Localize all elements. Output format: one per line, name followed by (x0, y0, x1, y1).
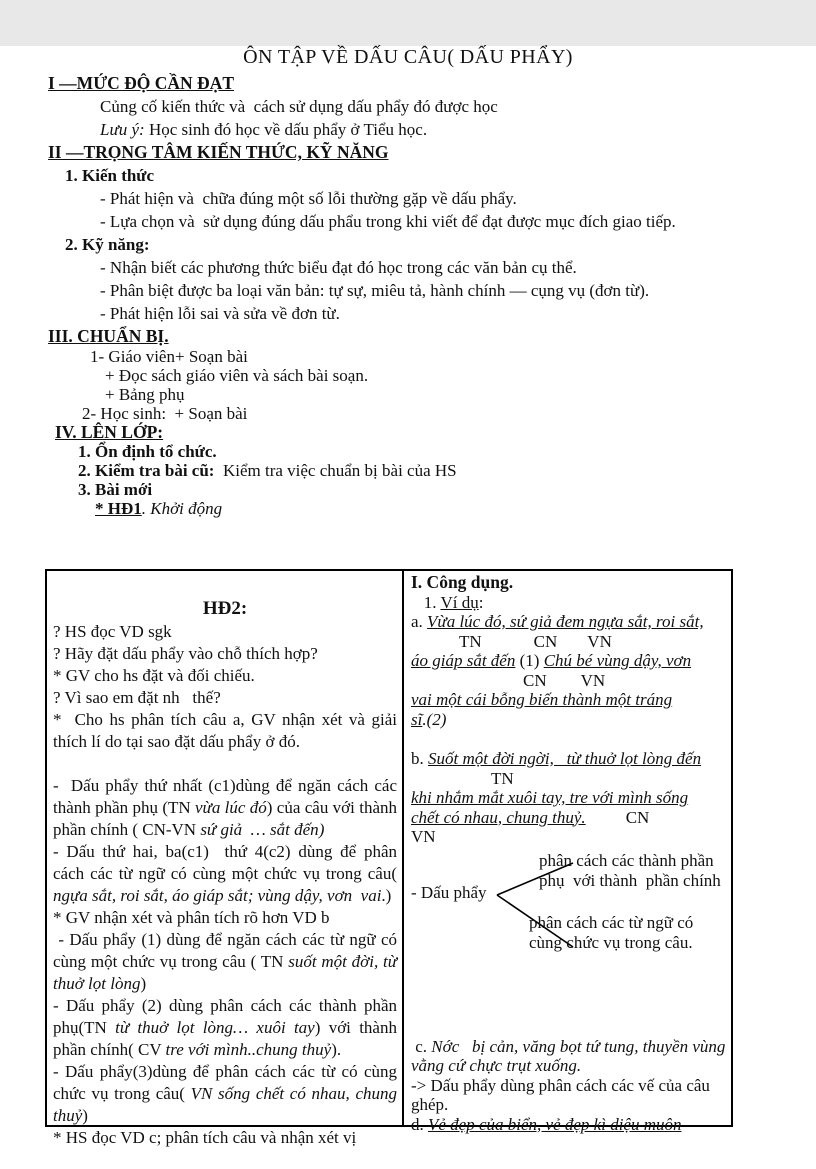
text-example: Nớc bị cản, văng bọt tứ tung, thuyền vùng vằng cứ chực trụt xuống. (411, 1036, 730, 1075)
example-a-line1 (411, 612, 727, 632)
list-item: 1- Giáo viên+ Soạn bài (90, 347, 248, 366)
text: phân cách các thành phần (539, 850, 714, 870)
text: - Dấu phẩy (2) dùng phân cách các thành phần phụ(TN (53, 996, 402, 1037)
analysis-paragraph: * HS đọc VD c; phân tích câu và nhận xét vị (53, 1128, 357, 1147)
list-item: - Phát hiện lỗi sai và sửa về đơn từ. (100, 304, 340, 323)
text: - Dấu phẩy thứ nhất (c1)dùng để ngăn cách các thành phần phụ (TN (53, 776, 402, 817)
grammar-tags-row (411, 769, 727, 789)
subheading-ky-nang: 2. Kỹ năng: (65, 235, 150, 254)
tag-cn: CN (533, 631, 558, 651)
text-italic: ngựa sắt, roi sắt, áo giáp sắt; vùng dậy, vơn vai (53, 886, 382, 905)
text-example: chết có nhau, chung thuỷ. (411, 807, 586, 827)
text: : (478, 592, 484, 612)
list-item: - Nhận biết các phương thức biểu đạt đó học trong các văn bản cụ thể. (100, 258, 577, 277)
text-underline: Ví dụ (440, 592, 479, 612)
question-line: * Cho hs phân tích câu a, GV nhận xét và giải thích lí do tại sao đặt dấu phẩy ở đó. (53, 710, 402, 751)
text-italic: VN sống chết có nhau, chung thuỷ (53, 1084, 402, 1125)
text: .) (381, 886, 392, 905)
diagram-branch-1 (539, 851, 739, 891)
question-line: ? Hãy đặt dấu phẩy vào chỗ thích hợp? (53, 644, 318, 663)
paragraph: Củng cố kiến thức và cách sử dụng dấu phẩy đó được học (100, 97, 498, 116)
example-d (411, 1115, 727, 1135)
analysis-paragraph (53, 775, 402, 841)
text-example: Suốt một đời ngời, từ thuở lọt lòng đến (428, 749, 702, 768)
example-a-line3 (411, 690, 727, 710)
tag-tn: TN (459, 631, 482, 651)
analysis-paragraph: * GV nhận xét và phân tích rõ hơn VD b (53, 908, 330, 927)
text: - Dấu phẩy(3)dùng để phân cách các từ có cùng chức vụ trong câu( (53, 1062, 402, 1103)
note-line (100, 118, 816, 141)
text: ) với thành phần chính( CV (53, 1018, 402, 1059)
text-example: sĩ (411, 709, 423, 729)
text-example: vai một cái bỗng biến thành một tráng (411, 690, 673, 709)
document-page (0, 46, 816, 1169)
list-item (95, 499, 816, 518)
heading-trong-tam (48, 141, 816, 164)
analysis-paragraph (53, 995, 402, 1061)
analysis-paragraph (53, 929, 402, 995)
heading-muc-do-can-dat (48, 72, 816, 95)
text: cùng chức vụ trong câu. (529, 932, 693, 952)
text-italic: sứ giả … sắt đến (200, 820, 319, 839)
item-label: 2. Kiểm tra bài cũ: (78, 461, 215, 480)
top-section-2 (0, 325, 816, 518)
item-label: * HĐ1 (95, 499, 142, 518)
list-item: - Lựa chọn và sử dụng đúng dấu phẩu trong khi viết để đạt được mục đích giao tiếp. (100, 212, 676, 231)
conclusion-line: -> Dấu phẩy dùng phân cách các vế của câu ghép. (411, 1075, 715, 1114)
content-heading: I. Công dụng. (411, 572, 514, 592)
question-line: ? HS đọc VD sgk (53, 622, 172, 641)
text: .(2) (422, 709, 447, 729)
page-title: ÔN TẬP VỀ DẤU CÂU( DẤU PHẨY) (243, 46, 573, 68)
text-example: Vẻ đẹp của biển, vẻ đẹp kì diệu muôn (428, 1114, 682, 1134)
example-heading (411, 593, 727, 613)
text-example: khi nhắm mắt xuôi tay, tre với mình sống (411, 788, 689, 807)
text: (1) (515, 651, 544, 670)
list-item: + Bảng phụ (105, 385, 185, 404)
text: ) (82, 1106, 88, 1125)
spacer (53, 753, 397, 775)
example-a-line2 (411, 651, 727, 671)
top-section (0, 72, 816, 325)
tag-cn: CN (523, 670, 547, 690)
text-italic: từ thuở lọt lòng… xuôi tay (115, 1018, 315, 1037)
list-item: 2- Học sinh: + Soạn bài (82, 404, 248, 423)
spacer (411, 967, 727, 1037)
heading-chuan-bi (48, 325, 816, 347)
text: ). (331, 1040, 342, 1059)
list-item: - Phát hiện và chữa đúng một số lỗi thường gặp về dấu phẩy. (100, 189, 517, 208)
text-example: Vừa lúc đó, sứ giả đem ngựa sắt, roi sắt, (427, 612, 704, 631)
subheading-kien-thuc: 1. Kiến thức (65, 166, 155, 185)
list-item: 1. Ổn định tổ chức. (78, 442, 217, 461)
analysis-paragraph (53, 841, 402, 907)
heading-text: III. CHUẨN BỊ. (48, 326, 169, 346)
text: 1. (411, 592, 441, 612)
example-b-line2 (411, 788, 727, 808)
note-text: Học sinh đó học về dấu phẩy ở Tiểu học. (144, 120, 428, 139)
list-item: 3. Bài mới (78, 480, 153, 499)
grammar-tags-row (411, 827, 727, 847)
example-a-line4 (411, 710, 727, 730)
tag-vn: VN (580, 670, 606, 690)
table-cell-activities (47, 571, 404, 1147)
grammar-tags-row (411, 671, 727, 691)
text-italic: suốt một đời, từ thuở lọt lòng (53, 952, 402, 993)
text-italic: ) (318, 820, 325, 839)
analysis-paragraph (53, 1061, 402, 1127)
heading-text: II —TRỌNG TÂM KIẾN THỨC, KỸ NĂNG (48, 142, 389, 162)
example-b-line3 (411, 808, 727, 828)
question-line: ? Vì sao em đặt nh thế? (53, 688, 221, 707)
tag-vn: VN (587, 631, 612, 651)
tag-tn: TN (491, 768, 514, 788)
note-label: Lưu ý: (100, 120, 145, 139)
text-example: Chú bé vùng dậy, vơn (543, 651, 692, 670)
activity-heading: HĐ2: (202, 598, 248, 619)
question-line: * GV cho hs đặt và đối chiếu. (53, 666, 255, 685)
text: ) (140, 974, 147, 993)
spacer (411, 729, 727, 749)
example-c (411, 1036, 730, 1076)
grammar-tags-row (411, 632, 727, 652)
text: ) của câu với thành phần chính ( CN-VN (53, 798, 402, 839)
text: a. (411, 612, 428, 631)
text: - Dấu phẩy (1) dùng để ngăn cách các từ ngữ có cùng một chức vụ trong câu ( TN (53, 930, 402, 971)
tag-cn: CN (625, 807, 650, 827)
list-item: - Phân biệt được ba loại văn bản: tự sự, miêu tả, hành chính — cụng vụ (đơn từ). (100, 281, 650, 300)
item-text: . Khởi động (141, 499, 223, 518)
list-item (78, 461, 816, 480)
diagram-label: - Dấu phẩy (411, 882, 487, 902)
text: c. (411, 1036, 432, 1056)
text: - Dấu thứ hai, ba(c1) thứ 4(c2) dùng để phân cách các từ ngữ có cùng một chức vụ trong câu( (53, 842, 402, 883)
heading-text: IV. LÊN LỚP: (55, 422, 164, 442)
item-text: Kiểm tra việc chuẩn bị bài của HS (214, 461, 457, 480)
example-b-line1 (411, 749, 727, 769)
text-example: áo giáp sắt đến (411, 651, 516, 670)
text: phân cách các từ ngữ có (529, 912, 694, 932)
heading-text: I —MỨC ĐỘ CẦN ĐẠT (48, 73, 235, 93)
text: d. (411, 1114, 428, 1134)
table-cell-content (404, 571, 731, 1134)
diagram-branch-2 (529, 913, 724, 953)
list-item: + Đọc sách giáo viên và sách bài soạn. (105, 366, 369, 385)
text: b. (411, 749, 428, 768)
text-italic: vừa lúc đó (195, 798, 267, 817)
text-italic: tre với mình..chung thuỷ (165, 1040, 332, 1059)
comma-usage-diagram (411, 850, 727, 967)
lesson-table (45, 569, 733, 1147)
heading-len-lop (55, 423, 816, 442)
text: phụ với thành phần chính (539, 870, 721, 890)
tag-vn: VN (411, 827, 436, 846)
